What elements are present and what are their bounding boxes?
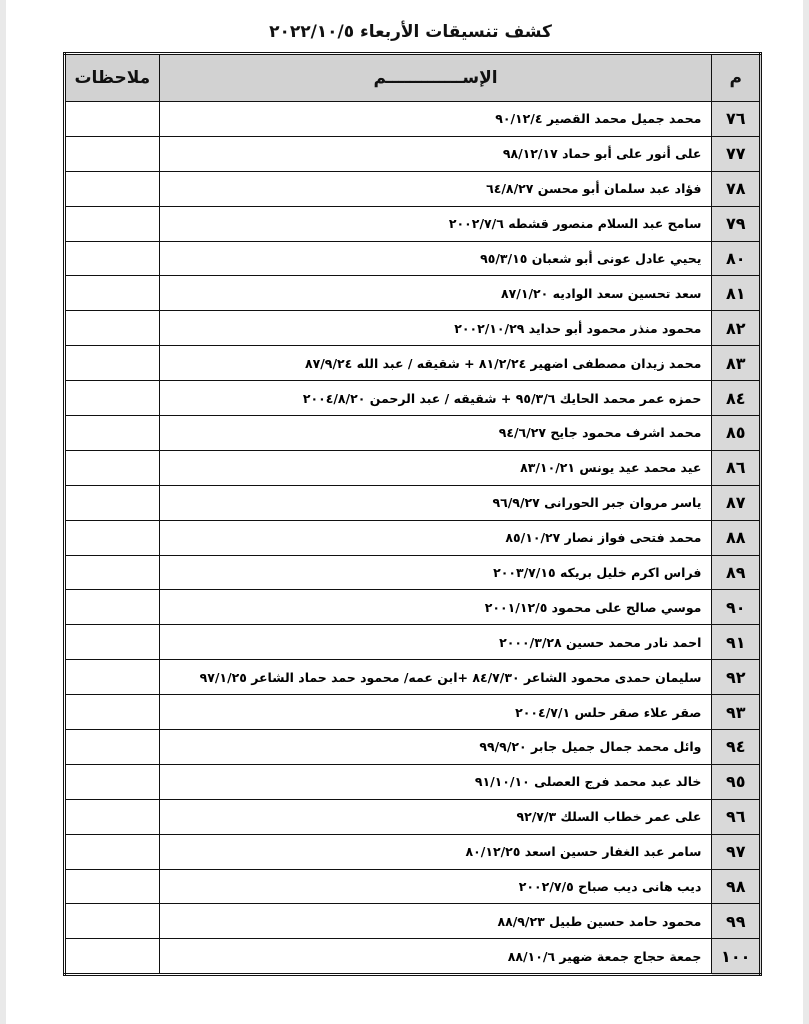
table-row [65,485,761,520]
table-row [65,450,761,485]
row-notes [65,869,160,904]
row-name: عيد محمد عيد يونس ٨٣/١٠/٢١ [159,450,712,485]
row-notes [65,834,160,869]
row-number: ٨١ [712,276,761,311]
row-number: ٨٨ [712,520,761,555]
row-name: محمد جميل محمد القصير ٩٠/١٢/٤ [159,102,712,137]
row-notes [65,764,160,799]
row-name: محمود حامد حسين طبيل ٨٨/٩/٢٣ [159,904,712,939]
row-notes [65,416,160,451]
table-row [65,730,761,765]
table-row [65,555,761,590]
row-number: ٨٦ [712,450,761,485]
row-name: سليمان حمدى محمود الشاعر ٨٤/٧/٣٠ +ابن عمه/ محمود حمد حماد الشاعر ٩٧/١/٢٥ [159,660,712,695]
row-number: ١٠٠ [712,939,761,975]
table-row [65,241,761,276]
row-number: ٩٣ [712,695,761,730]
row-number: ٧٨ [712,171,761,206]
row-number: ٨٩ [712,555,761,590]
table-row [65,869,761,904]
table-row [65,276,761,311]
row-name: يحيي عادل عونى أبو شعبان ٩٥/٣/١٥ [159,241,712,276]
row-notes [65,939,160,975]
row-number: ٨٥ [712,416,761,451]
table-row [65,171,761,206]
row-name: فراس اكرم خليل بريكه ٢٠٠٣/٧/١٥ [159,555,712,590]
table-row [65,625,761,660]
row-notes [65,171,160,206]
row-number: ٩٠ [712,590,761,625]
table-row [65,381,761,416]
row-number: ٩١ [712,625,761,660]
row-notes [65,799,160,834]
table-row [65,590,761,625]
row-number: ٨٧ [712,485,761,520]
row-number: ٩٩ [712,904,761,939]
row-name: صقر علاء صقر حلس ٢٠٠٤/٧/١ [159,695,712,730]
row-name: سامر عبد الغفار حسين اسعد ٨٠/١٢/٢٥ [159,834,712,869]
row-number: ٧٩ [712,206,761,241]
row-notes [65,276,160,311]
header-name: الإســـــــــــــم [159,54,712,102]
row-name: سامح عبد السلام منصور قشطه ٢٠٠٢/٧/٦ [159,206,712,241]
row-name: وائل محمد جمال جميل جابر ٩٩/٩/٢٠ [159,730,712,765]
document-page [6,0,803,1024]
row-notes [65,241,160,276]
row-number: ٩٨ [712,869,761,904]
row-name: خالد عبد محمد فرج العصلى ٩١/١٠/١٠ [159,764,712,799]
row-notes [65,102,160,137]
table-row [65,764,761,799]
table-row [65,939,761,975]
row-number: ٧٧ [712,136,761,171]
row-name: ديب هانى ديب صباح ٢٠٠٢/٧/٥ [159,869,712,904]
row-notes [65,590,160,625]
table-row [65,799,761,834]
row-name: جمعة حجاج جمعة ضهير ٨٨/١٠/٦ [159,939,712,975]
header-number: م [712,54,761,102]
row-number: ٧٦ [712,102,761,137]
row-number: ٨٣ [712,346,761,381]
table-row [65,834,761,869]
table-row [65,102,761,137]
row-notes [65,555,160,590]
row-name: احمد نادر محمد حسين ٢٠٠٠/٣/٢٨ [159,625,712,660]
row-number: ٩٦ [712,799,761,834]
row-name: سعد تحسين سعد الواديه ٨٧/١/٢٠ [159,276,712,311]
table-row [65,416,761,451]
table-row [65,660,761,695]
row-number: ٨٤ [712,381,761,416]
row-number: ٩٢ [712,660,761,695]
row-notes [65,625,160,660]
row-name: محمد فتحى فواز نصار ٨٥/١٠/٢٧ [159,520,712,555]
table-row [65,520,761,555]
table-row [65,695,761,730]
row-name: محمد زيدان مصطفى اضهير ٨١/٢/٢٤ + شقيقه / عبد الله ٨٧/٩/٢٤ [159,346,712,381]
row-notes [65,311,160,346]
row-name: حمزه عمر محمد الحايك ٩٥/٣/٦ + شقيقه / عبد الرحمن ٢٠٠٤/٨/٢٠ [159,381,712,416]
row-notes [65,730,160,765]
row-number: ٨٢ [712,311,761,346]
row-number: ٨٠ [712,241,761,276]
row-name: على أنور على أبو حماد ٩٨/١٢/١٧ [159,136,712,171]
row-notes [65,206,160,241]
table-row [65,206,761,241]
row-name: محمود منذر محمود أبو حدايد ٢٠٠٢/١٠/٢٩ [159,311,712,346]
row-number: ٩٥ [712,764,761,799]
row-notes [65,904,160,939]
row-notes [65,450,160,485]
row-notes [65,520,160,555]
table-header-row [65,54,761,102]
row-notes [65,660,160,695]
row-number: ٩٧ [712,834,761,869]
row-name: على عمر خطاب السلك ٩٢/٧/٣ [159,799,712,834]
header-notes: ملاحظات [65,54,160,102]
row-notes [65,136,160,171]
row-notes [65,381,160,416]
row-notes [65,695,160,730]
row-notes [65,346,160,381]
names-table [63,52,762,976]
row-number: ٩٤ [712,730,761,765]
row-name: ياسر مروان جبر الحورانى ٩٦/٩/٢٧ [159,485,712,520]
table-row [65,311,761,346]
row-name: موسي صالح على محمود ٢٠٠١/١٢/٥ [159,590,712,625]
row-notes [65,485,160,520]
document-title: كشف تنسيقات الأربعاء ٢٠٢٢/١٠/٥ [269,22,552,42]
row-name: محمد اشرف محمود جايح ٩٤/٦/٢٧ [159,416,712,451]
table-row [65,904,761,939]
table-row [65,136,761,171]
table-row [65,346,761,381]
row-name: فؤاد عبد سلمان أبو محسن ٦٤/٨/٢٧ [159,171,712,206]
